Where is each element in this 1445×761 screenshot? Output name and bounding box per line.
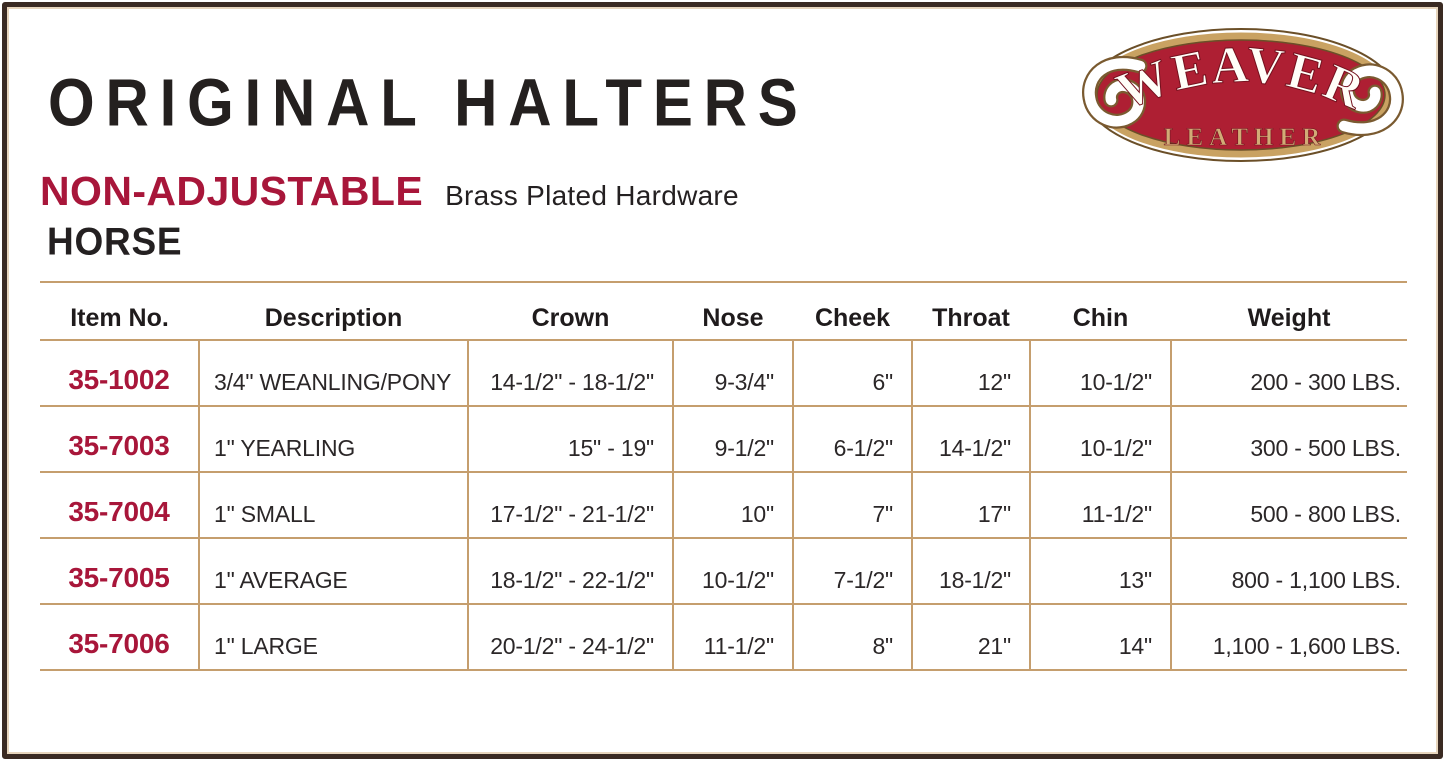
crown-cell: 15" - 19" [468,406,673,472]
column-header-nose: Nose [673,282,793,340]
chin-cell: 10-1/2" [1030,340,1171,406]
item-cell: 35-7006 [40,604,199,670]
page-title: ORIGINAL HALTERS [48,65,809,141]
column-header-throat: Throat [912,282,1030,340]
nose-cell: 9-1/2" [673,406,793,472]
table-row [40,406,1407,472]
weight-cell: 800 - 1,100 LBS. [1171,538,1407,604]
section-title: HORSE [47,220,183,264]
category-label: NON-ADJUSTABLE [40,168,424,214]
subtitle-row [40,168,739,215]
item-cell: 35-1002 [40,340,199,406]
throat-cell: 21" [912,604,1030,670]
table-row [40,538,1407,604]
crown-cell: 20-1/2" - 24-1/2" [468,604,673,670]
item-cell: 35-7003 [40,406,199,472]
logo-brand-subtext: LEATHER [1163,124,1327,151]
cheek-cell: 7-1/2" [793,538,912,604]
throat-cell: 18-1/2" [912,538,1030,604]
description-cell: 3/4" WEANLING/PONY [199,340,468,406]
description-cell: 1" AVERAGE [199,538,468,604]
item-cell: 35-7005 [40,538,199,604]
table-header-row [40,282,1407,340]
weight-cell: 300 - 500 LBS. [1171,406,1407,472]
table-body [40,340,1407,670]
weight-cell: 200 - 300 LBS. [1171,340,1407,406]
cheek-cell: 6" [793,340,912,406]
cheek-cell: 7" [793,472,912,538]
weight-cell: 1,100 - 1,600 LBS. [1171,604,1407,670]
nose-cell: 9-3/4" [673,340,793,406]
throat-cell: 17" [912,472,1030,538]
description-cell: 1" SMALL [199,472,468,538]
hardware-note: Brass Plated Hardware [445,180,739,211]
chin-cell: 14" [1030,604,1171,670]
cheek-cell: 6-1/2" [793,406,912,472]
halter-spec-table [40,281,1407,671]
nose-cell: 10" [673,472,793,538]
description-cell: 1" YEARLING [199,406,468,472]
chin-cell: 10-1/2" [1030,406,1171,472]
nose-cell: 11-1/2" [673,604,793,670]
weaver-leather-logo [1078,24,1408,166]
column-header-cheek: Cheek [793,282,912,340]
weight-cell: 500 - 800 LBS. [1171,472,1407,538]
throat-cell: 12" [912,340,1030,406]
table-row [40,340,1407,406]
logo-brand-text: WEAVER [1108,36,1374,122]
column-header-weight: Weight [1171,282,1407,340]
chin-cell: 13" [1030,538,1171,604]
cheek-cell: 8" [793,604,912,670]
table-row [40,472,1407,538]
crown-cell: 18-1/2" - 22-1/2" [468,538,673,604]
nose-cell: 10-1/2" [673,538,793,604]
column-header-description: Description [199,282,468,340]
crown-cell: 14-1/2" - 18-1/2" [468,340,673,406]
table-header [40,282,1407,340]
column-header-item: Item No. [40,282,199,340]
column-header-chin: Chin [1030,282,1171,340]
crown-cell: 17-1/2" - 21-1/2" [468,472,673,538]
item-cell: 35-7004 [40,472,199,538]
chin-cell: 11-1/2" [1030,472,1171,538]
throat-cell: 14-1/2" [912,406,1030,472]
column-header-crown: Crown [468,282,673,340]
table-row [40,604,1407,670]
description-cell: 1" LARGE [199,604,468,670]
